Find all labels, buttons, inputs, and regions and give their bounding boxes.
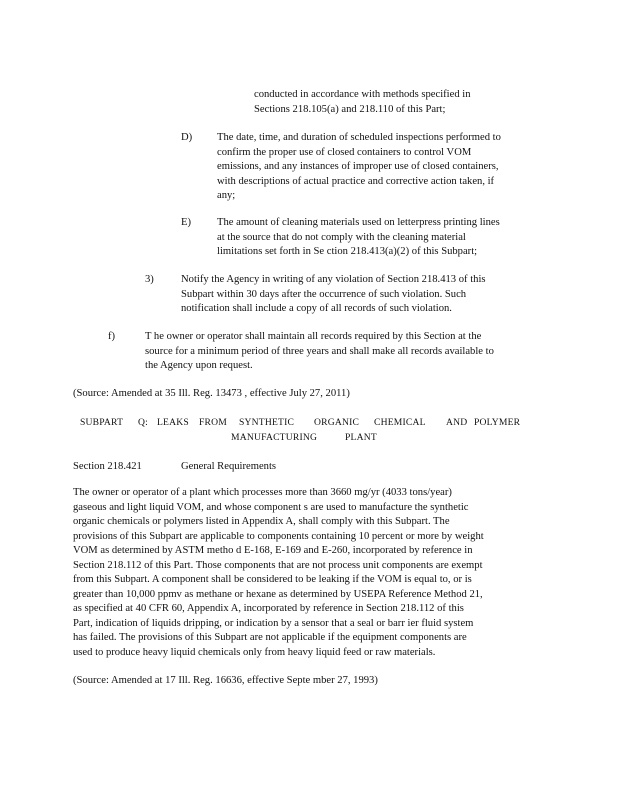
text-line: as specified at 40 CFR 60, Appendix A, incorporated by reference in Section 218.112 of this	[73, 603, 464, 614]
text-line: emissions, and any instances of improper use of closed containers,	[217, 161, 499, 172]
heading-word: Q:	[138, 417, 148, 428]
heading-word: LEAKS	[157, 417, 189, 428]
text-line: with descriptions of actual practice and corrective action taken, if	[217, 175, 495, 187]
item-e-label: E)	[181, 217, 191, 228]
text-line: confirm the proper use of closed containers to control VOM	[217, 146, 472, 158]
item-e-text	[217, 216, 547, 260]
continuation-text	[254, 88, 506, 117]
text-line: The amount of cleaning materials used on letterpress printing lines	[217, 217, 500, 228]
item-f-label: f)	[108, 331, 116, 342]
source-note	[73, 387, 350, 402]
text-line: Section 218.112 of this Part. Those components that are not process unit components are exempt	[73, 559, 483, 571]
source-note	[73, 674, 378, 689]
text-line: T he owner or operator shall maintain all records required by this Section at the	[145, 331, 482, 342]
text-line: Sections 218.105(a) and 218.110 of this Part;	[254, 103, 446, 115]
item-3-label: 3)	[145, 274, 154, 285]
item-3-text	[181, 273, 541, 317]
section-number: Section 218.421	[73, 461, 142, 472]
source-text: (Source: Amended at 17 Ill. Reg. 16636, effective Septe mber 27, 1993)	[73, 675, 378, 686]
heading-word: SYNTHETIC	[239, 417, 295, 428]
text-line: gaseous and light liquid VOM, and whose component s are used to manufacture the synthetic	[73, 501, 469, 513]
text-line: notification shall include a copy of all records of such violation.	[181, 303, 452, 314]
heading-word: CHEMICAL	[374, 417, 426, 428]
text-line: limitations set forth in Se ction 218.413(a)(2) of this Subpart;	[217, 246, 478, 257]
text-line: source for a minimum period of three years and shall make all records available to	[145, 345, 494, 357]
text-line: conducted in accordance with methods specified in	[254, 89, 471, 100]
text-line: any;	[217, 190, 236, 201]
text-line: Notify the Agency in writing of any violation of Section 218.413 of this	[181, 274, 486, 285]
item-d-label: D)	[181, 132, 193, 143]
text-line: organic chemicals or polymers listed in Appendix A, shall comply with this Subpart. The	[73, 516, 450, 527]
section-title: General Requirements	[181, 461, 277, 472]
text-line: The owner or operator of a plant which processes more than 3660 mg/yr (4033 tons/year)	[73, 487, 452, 498]
text-line: Part, indication of liquids dripping, or indication by a sensor that a seal or barr ier fluid system	[73, 617, 474, 629]
heading-word: AND	[446, 417, 468, 428]
text-line: used to produce heavy liquid chemicals only from heavy liquid feed or raw materials.	[73, 646, 436, 658]
text-line: has failed. The provisions of this Subpart are not applicable if the equipment components are	[73, 632, 467, 643]
text-line: greater than 10,000 ppmv as methane or hexane as determined by USEPA Reference Method 21,	[73, 588, 483, 600]
text-line: The date, time, and duration of scheduled inspections performed to	[217, 132, 501, 143]
item-f-text	[145, 330, 555, 374]
source-text: (Source: Amended at 35 Ill. Reg. 13473 , effective July 27, 2011)	[73, 388, 350, 399]
text-line: the Agency upon request.	[145, 360, 253, 371]
heading-word: MANUFACTURING	[231, 432, 318, 443]
heading-word: ORGANIC	[314, 417, 360, 428]
text-line: provisions of this Subpart are applicable to components containing 10 percent or more by weight	[73, 530, 484, 542]
heading-word: FROM	[199, 417, 227, 428]
item-d-text	[217, 131, 547, 204]
text-line: VOM as determined by ASTM metho d E-168, E-169 and E-260, incorporated by reference in	[73, 545, 473, 556]
text-line: at the source that do not comply with the cleaning material	[217, 231, 466, 243]
heading-word: SUBPART	[80, 417, 124, 428]
text-line: from this Subpart. A component shall be considered to be leaking if the VOM is equal to, or is	[73, 574, 472, 585]
heading-word: PLANT	[345, 432, 377, 443]
heading-word: POLYMER	[474, 417, 521, 428]
subpart-heading	[0, 416, 618, 448]
text-line: Subpart within 30 days after the occurrence of such violation. Such	[181, 288, 467, 300]
body-paragraph	[73, 486, 543, 660]
